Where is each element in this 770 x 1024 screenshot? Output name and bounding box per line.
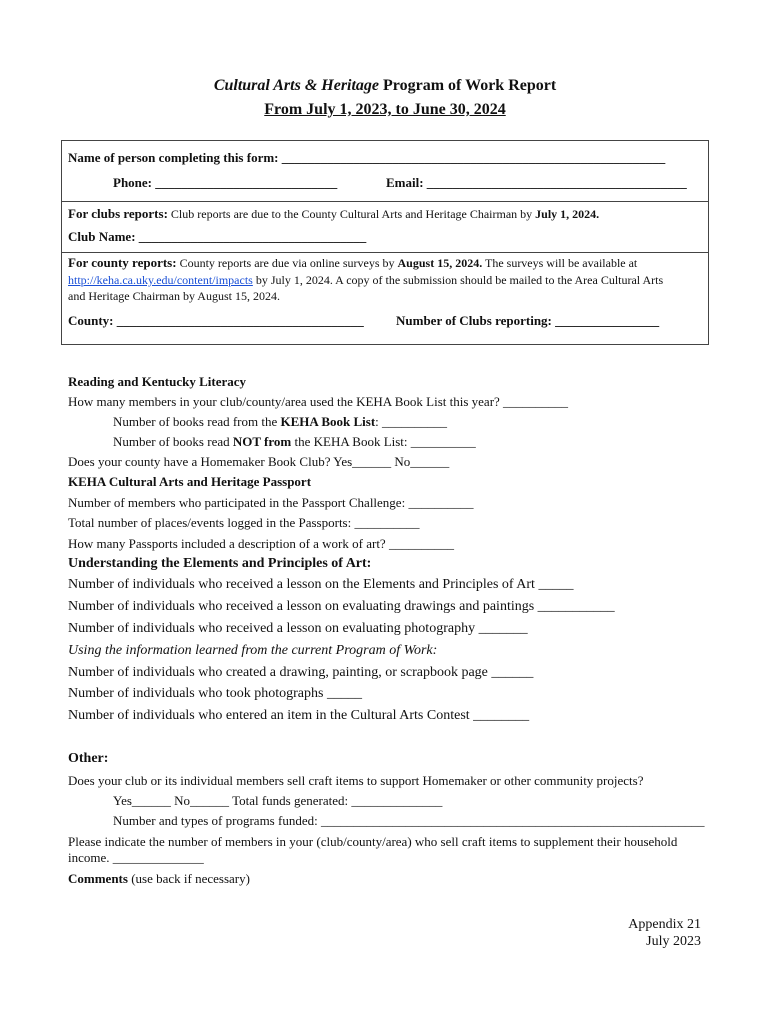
box-divider-2 bbox=[61, 252, 709, 253]
elements-q4: Number of individuals who created a drawing, painting, or scrapbook page ______ bbox=[68, 665, 534, 680]
reading-q3 bbox=[113, 434, 476, 450]
other-heading: Other: bbox=[68, 751, 109, 766]
club-name-field[interactable]: Club Name: ___________________________________ bbox=[68, 229, 367, 244]
clubs-text: Club reports are due to the County Cultural Arts and Heritage Chairman by bbox=[167, 207, 536, 221]
other-q4-line-1: Please indicate the number of members in your (club/county/area) who sell craft items to supplement their household bbox=[68, 834, 678, 849]
county-field[interactable]: County: ______________________________________ bbox=[68, 313, 364, 328]
reading-q1: How many members in your club/county/area used the KEHA Book List this year? __________ bbox=[68, 394, 569, 409]
clubs-reports-note bbox=[68, 206, 599, 222]
elements-q2: Number of individuals who received a lesson on evaluating drawings and paintings ___________ bbox=[68, 599, 615, 614]
comments-bold: Comments bbox=[68, 871, 128, 886]
elements-q6: Number of individuals who entered an item in the Cultural Arts Contest ________ bbox=[68, 708, 530, 723]
county-text-4: and Heritage Chairman by August 15, 2024. bbox=[68, 289, 280, 303]
other-q2: Yes______ No______ Total funds generated: ______________ bbox=[113, 793, 443, 808]
clubs-label: For clubs reports: bbox=[68, 206, 168, 221]
comments-line bbox=[68, 871, 250, 887]
other-q3: Number and types of programs funded: ___________________________________________________________ bbox=[113, 813, 705, 828]
reading-q2 bbox=[113, 414, 447, 430]
elements-heading: Understanding the Elements and Principles of Art: bbox=[68, 556, 372, 571]
county-text-1: County reports are due via online surveys by bbox=[176, 256, 398, 270]
phone-field[interactable]: Phone: ____________________________ bbox=[113, 175, 338, 190]
title-italic: Cultural Arts & Heritage bbox=[213, 77, 380, 94]
other-q1: Does your club or its individual members sell craft items to support Homemaker or other community projects? bbox=[68, 773, 644, 788]
clubs-reporting-field[interactable]: Number of Clubs reporting: ________________ bbox=[396, 313, 660, 328]
passport-q1: Number of members who participated in the Passport Challenge: __________ bbox=[68, 495, 474, 510]
county-reports-note bbox=[68, 255, 637, 271]
elements-italic-note: Using the information learned from the current Program of Work: bbox=[68, 643, 438, 658]
reading-q2-a: Number of books read from the bbox=[113, 414, 281, 429]
title-rest: Program of Work Report bbox=[379, 77, 557, 94]
reading-heading: Reading and Kentucky Literacy bbox=[68, 374, 247, 389]
box-divider-1 bbox=[61, 201, 709, 202]
county-date: August 15, 2024. bbox=[397, 256, 483, 270]
name-field[interactable]: Name of person completing this form: ___________________________________________________________ bbox=[68, 150, 666, 165]
elements-q1: Number of individuals who received a lesson on the Elements and Principles of Art _____ bbox=[68, 577, 574, 592]
impacts-link[interactable]: http://keha.ca.uky.edu/content/impacts bbox=[68, 273, 253, 287]
page-subtitle: From July 1, 2023, to June 30, 2024 bbox=[264, 101, 506, 118]
passport-q2: Total number of places/events logged in the Passports: __________ bbox=[68, 515, 420, 530]
reading-q4: Does your county have a Homemaker Book Club? Yes______ No______ bbox=[68, 454, 450, 469]
other-q4-line-2: income. ______________ bbox=[68, 850, 204, 865]
reading-q2-c: : __________ bbox=[375, 414, 448, 429]
comments-rest: (use back if necessary) bbox=[127, 871, 250, 886]
reading-q2-b: KEHA Book List bbox=[280, 414, 376, 429]
reading-q3-b: NOT from bbox=[232, 434, 292, 449]
clubs-date: July 1, 2024. bbox=[535, 207, 600, 221]
elements-q5: Number of individuals who took photographs _____ bbox=[68, 686, 362, 701]
page-title bbox=[0, 77, 770, 95]
county-text-3: by July 1, 2024. A copy of the submission should be mailed to the Area Cultural Arts bbox=[252, 273, 664, 287]
passport-q3: How many Passports included a description of a work of art? __________ bbox=[68, 536, 454, 551]
county-text-2: The surveys will be available at bbox=[482, 256, 638, 270]
email-field[interactable]: Email: ________________________________________ bbox=[386, 175, 687, 190]
elements-q3: Number of individuals who received a lesson on evaluating photography _______ bbox=[68, 621, 528, 636]
appendix-date: July 2023 bbox=[646, 934, 701, 949]
county-reports-line-2 bbox=[68, 273, 663, 288]
county-label: For county reports: bbox=[68, 255, 177, 270]
reading-q3-c: the KEHA Book List: __________ bbox=[291, 434, 476, 449]
passport-heading: KEHA Cultural Arts and Heritage Passport bbox=[68, 474, 312, 489]
appendix-label: Appendix 21 bbox=[628, 917, 701, 932]
reading-q3-a: Number of books read bbox=[113, 434, 233, 449]
